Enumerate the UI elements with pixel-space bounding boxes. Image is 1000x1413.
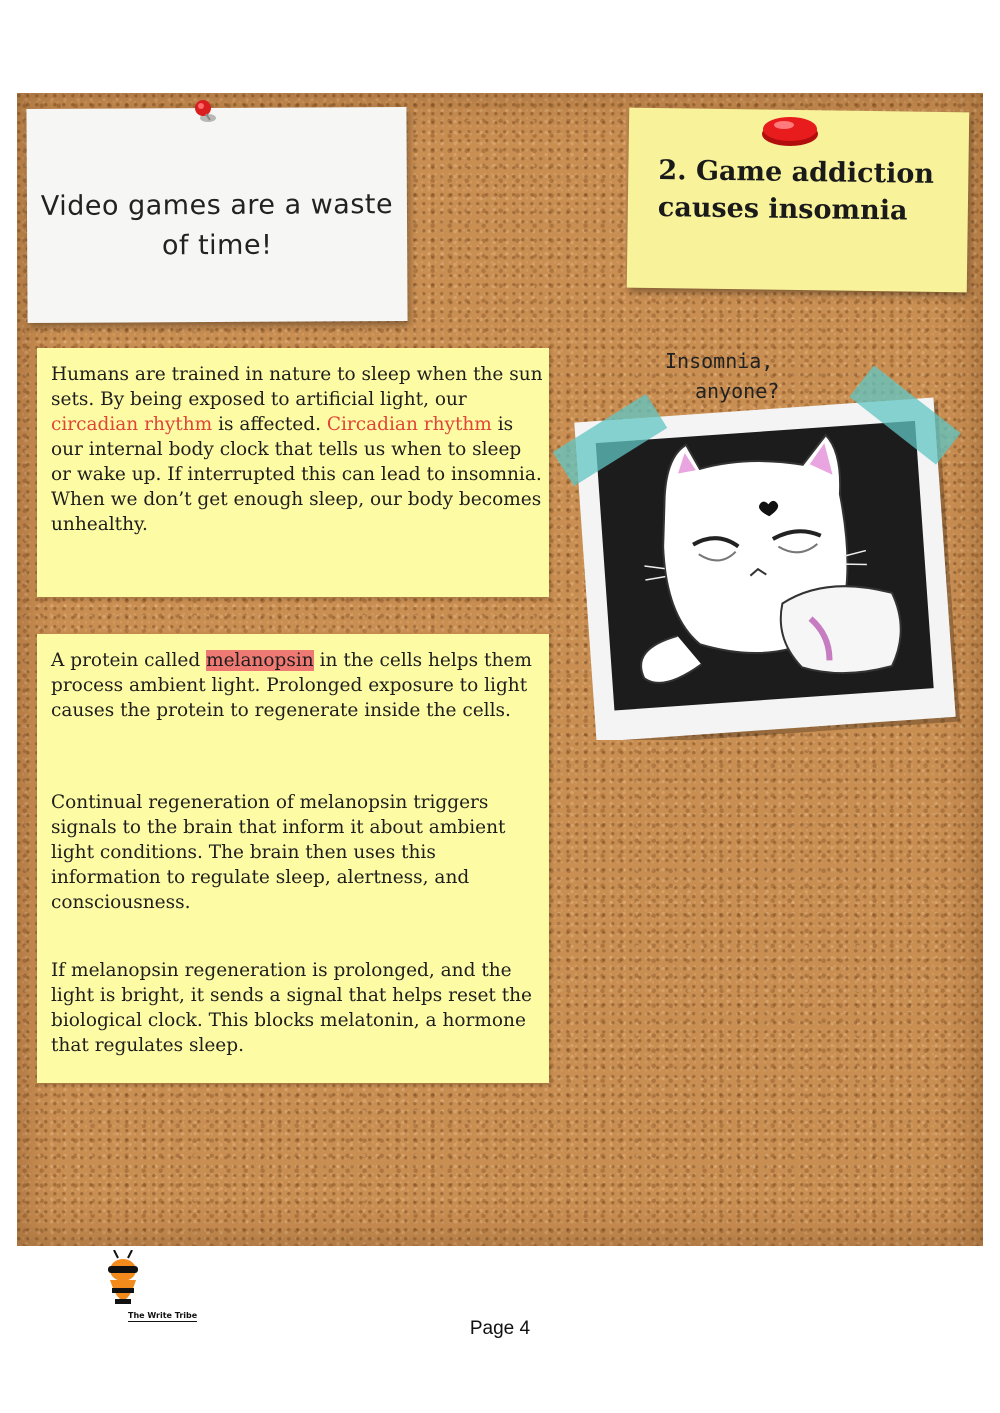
photo-caption: Insomnia, [665,349,774,373]
section-heading: 2. Game addiction causes insomnia [657,155,935,227]
page-number: Page 4 [469,1318,531,1339]
paragraph: A protein called melanopsin in the cells helps them process ambient light. Prolonged exposure to light causes the protein to regenerate inside the cells. [51,650,532,721]
sticky-note-title [26,107,407,323]
red-term: circadian rhythm [51,414,213,435]
text-box-circadian [37,348,549,597]
paragraph: If melanopsin regeneration is prolonged, and the light is bright, it sends a signal that helps reset the biological clock. This blocks melatonin, a hormone that regulates sleep. [51,960,532,1056]
logo-text: The Write Tribe [128,1311,198,1320]
highlighted-term: melanopsin [206,650,314,671]
photo-caption: anyone? [695,379,780,403]
push-pin-icon [760,112,820,148]
paragraph: Humans are trained in nature to sleep when the sun sets. By being exposed to artificial light, our circadian rhythm is affected. Circadian rhythm is our internal body clock that tells us when to sleep or wake up. If interrupted this can lead to insomnia. When we don’t get enough sleep, our body becomes unhealthy. [51,364,543,535]
text-box-melanopsin [37,634,549,1083]
note-title-text: Video games are a waste of time! [40,189,394,262]
red-term: Circadian rhythm [326,414,492,435]
push-pin-icon [190,96,220,126]
paragraph: Continual regeneration of melanopsin triggers signals to the brain that inform it about ambient light conditions. The brain then uses this information to regulate sleep, alertness, and consciousness. [51,792,506,913]
polaroid-photo [545,340,975,740]
